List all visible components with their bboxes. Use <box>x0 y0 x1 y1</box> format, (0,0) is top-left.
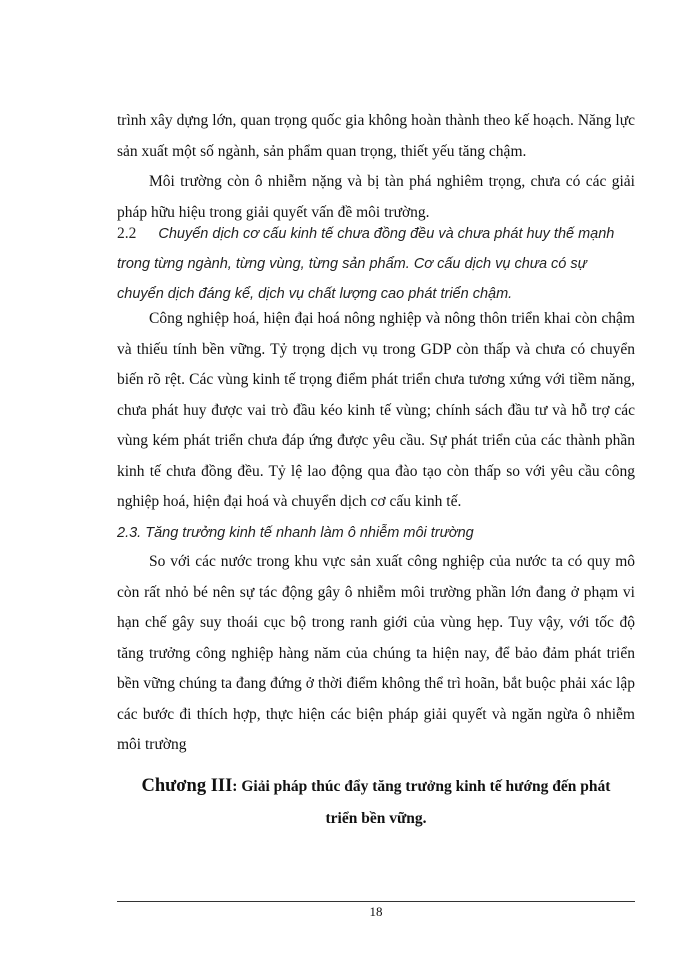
section-heading-2-3 <box>117 518 635 548</box>
section-heading-2-2 <box>117 219 635 309</box>
section-number: 2.2 <box>117 225 137 242</box>
chapter-title-line1: : Giải pháp thúc đẩy tăng trưởng kinh tế hướng đến phát <box>232 778 611 795</box>
paragraph-continuation <box>117 106 635 167</box>
paragraph-text: Công nghiệp hoá, hiện đại hoá nông nghiệp và nông thôn triển khai còn chậm và thiếu tính bền vững. Tỷ trọng dịch vụ trong GDP còn thấp và chưa có chuyển biến rõ rệt. Các vùng kinh tế trọng điểm phát triển chưa tương xứng với tiềm năng, chưa phát huy được vai trò đầu kéo kinh tế vùng; chính sách đầu tư và hỗ trợ các vùng kém phát triển chưa đáp ứng được yêu cầu. Sự phát triển của các thành phần kinh tế chưa đồng đều. Tỷ lệ lao động qua đào tạo còn thấp so với yêu cầu công nghiệp hoá, hiện đại hoá và chuyển dịch cơ cấu kinh tế. <box>117 310 635 510</box>
section-title: Chuyển dịch cơ cấu kinh tế chưa đồng đều và chưa phát huy thế mạnh trong từng ngành, từng vùng, từng sản phẩm. Cơ cấu dịch vụ chưa có sự chuyển dịch đáng kể, dịch vụ chất lượng cao phát triển chậm. <box>117 226 615 302</box>
chapter-title-line2: triển bền vững. <box>325 810 427 827</box>
section-title: 2.3. Tăng trưởng kinh tế nhanh làm ô nhiễm môi trường <box>117 525 474 541</box>
footer-divider <box>117 901 635 902</box>
paragraph-text: trình xây dựng lớn, quan trọng quốc gia không hoàn thành theo kế hoạch. Năng lực sản xuất một số ngành, sản phẩm quan trọng, thiết yếu tăng chậm. <box>117 112 635 160</box>
paragraph-pollution <box>117 547 635 761</box>
chapter-label: Chương III <box>141 776 233 796</box>
chapter-heading <box>117 770 635 835</box>
paragraph-industrialization <box>117 304 635 518</box>
paragraph-text: Môi trường còn ô nhiễm nặng và bị tàn phá nghiêm trọng, chưa có các giải pháp hữu hiệu trong giải quyết vấn đề môi trường. <box>117 173 635 221</box>
paragraph-text: So với các nước trong khu vực sản xuất công nghiệp của nước ta có quy mô còn rất nhỏ bé nên sự tác động gây ô nhiễm môi trường phần lớn đang ở phạm vi hạn chế gây suy thoái cục bộ trong ranh giới của vùng hẹp. Tuy vậy, với tốc độ tăng trưởng công nghiệp hàng năm của chúng ta hiện nay, để bảo đảm phát triển bền vững chúng ta đang đứng ở thời điểm không thể trì hoãn, bắt buộc phải xác lập các bước đi thích hợp, thực hiện các biện pháp giải quyết và ngăn ngừa ô nhiễm môi trường <box>117 553 635 753</box>
page-number: 18 <box>369 904 383 919</box>
